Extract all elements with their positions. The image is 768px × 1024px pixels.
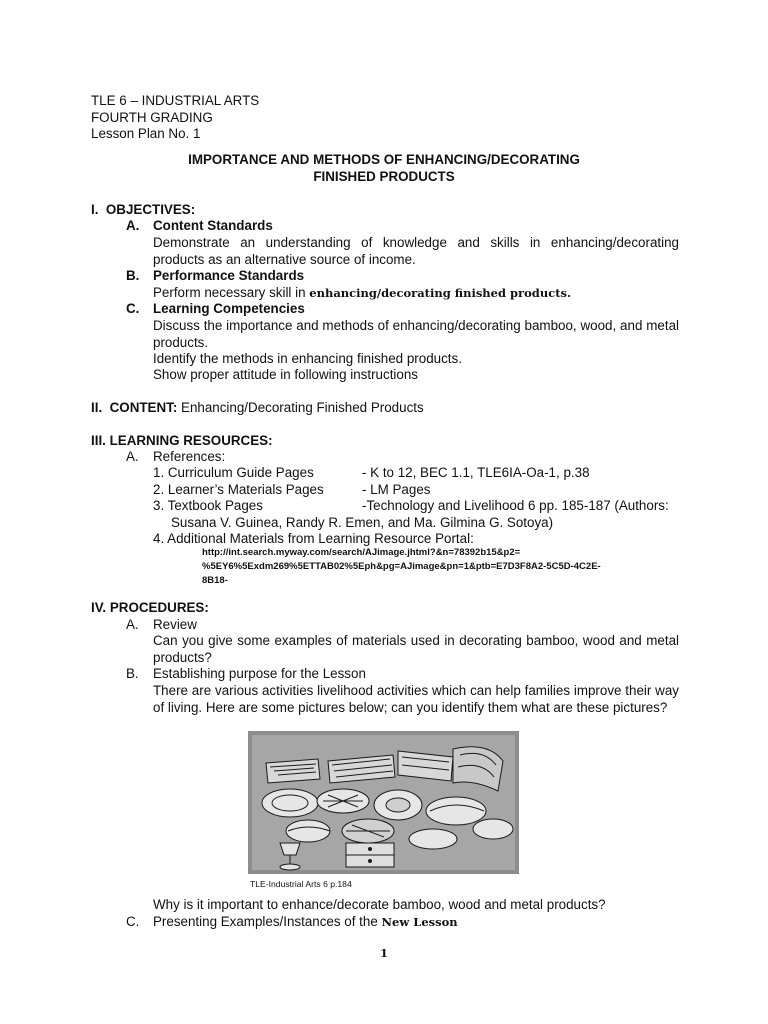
importance-question: Why is it important to enhance/decorate bamboo, wood and metal products?: [153, 897, 606, 912]
competency-3: Show proper attitude in following instructions: [153, 367, 418, 382]
review-title: Review: [153, 617, 197, 632]
purpose-title: Establishing purpose for the Lesson: [153, 666, 366, 681]
objectives-heading: I. OBJECTIVES:: [91, 202, 196, 217]
reference-2-label: 2. Learner’s Materials Pages: [153, 482, 324, 497]
purpose-text: There are various activities livelihood activities which can help families improve their way of living. Here are some pictures below; can you identify them what are these pictures?: [153, 683, 679, 715]
review-question: Can you give some examples of materials used in decorating bamboo, wood and metal products?: [153, 633, 679, 665]
lesson-plan-number: Lesson Plan No. 1: [91, 126, 201, 141]
figure-caption: TLE-Industrial Arts 6 p.184: [250, 879, 352, 889]
resources-heading: III. LEARNING RESOURCES:: [91, 433, 273, 448]
products-sketch: [248, 731, 519, 874]
performance-text-serif: enhancing/decorating finished products.: [309, 286, 571, 300]
examples-label: C.: [126, 914, 140, 929]
performance-standards-title: Performance Standards: [153, 268, 305, 283]
content-heading: II. CONTENT:: [91, 400, 178, 415]
reference-3-authors: Susana V. Guinea, Randy R. Emen, and Ma. Gilmina G. Sotoya): [171, 515, 554, 530]
procedures-heading: IV. PROCEDURES:: [91, 600, 209, 615]
examples-text: [153, 914, 458, 931]
reference-1-value: - K to 12, BEC 1.1, TLE6IA-Oa-1, p.38: [362, 465, 590, 480]
examples-text-serif: New Lesson: [381, 915, 458, 929]
document-title-line2: FINISHED PRODUCTS: [313, 169, 455, 184]
performance-standards-label: B.: [126, 268, 140, 283]
learning-competencies-label: C.: [126, 301, 140, 316]
reference-3-label: 3. Textbook Pages: [153, 498, 263, 513]
reference-4-label: 4. Additional Materials from Learning Resource Portal:: [153, 531, 474, 546]
content-text: Enhancing/Decorating Finished Products: [177, 400, 424, 415]
page-number: 1: [379, 946, 388, 960]
subject-line: TLE 6 – INDUSTRIAL ARTS: [91, 93, 260, 108]
content-section: [91, 400, 424, 417]
resource-url-line2: %5EY6%5Exdm269%5ETTAB02%5Eph&pg=AJimage&pn=1&ptb=E7D3F8A2-5C5D-4C2E-: [202, 561, 601, 572]
performance-standards-text: [153, 285, 571, 302]
content-standards-label: A.: [126, 218, 140, 233]
purpose-label: B.: [126, 666, 139, 681]
reference-2-value: - LM Pages: [362, 482, 431, 497]
grading-line: FOURTH GRADING: [91, 110, 213, 125]
content-standards-title: Content Standards: [153, 218, 273, 233]
examples-text-plain: Presenting Examples/Instances of the: [153, 914, 382, 929]
reference-3-value: -Technology and Livelihood 6 pp. 185-187 (Authors:: [362, 498, 669, 513]
references-title: References:: [153, 449, 226, 464]
competency-2: Identify the methods in enhancing finished products.: [153, 351, 462, 366]
competency-1: Discuss the importance and methods of enhancing/decorating bamboo, wood, and metal products.: [153, 318, 679, 350]
performance-text-plain: Perform necessary skill in: [153, 285, 310, 300]
content-standards-text: Demonstrate an understanding of knowledge and skills in enhancing/decorating products as an alternative source of income.: [153, 235, 679, 267]
document-title-line1: IMPORTANCE AND METHODS OF ENHANCING/DECORATING: [188, 152, 580, 167]
learning-competencies-title: Learning Competencies: [153, 301, 305, 316]
review-label: A.: [126, 617, 139, 632]
references-label: A.: [126, 449, 139, 464]
resource-url-line3: 8B18-: [202, 575, 228, 586]
reference-1-label: 1. Curriculum Guide Pages: [153, 465, 314, 480]
resource-url-line1: http://int.search.myway.com/search/AJimage.jhtml?&n=78392b15&p2=: [202, 547, 521, 558]
products-illustration: [248, 731, 519, 874]
